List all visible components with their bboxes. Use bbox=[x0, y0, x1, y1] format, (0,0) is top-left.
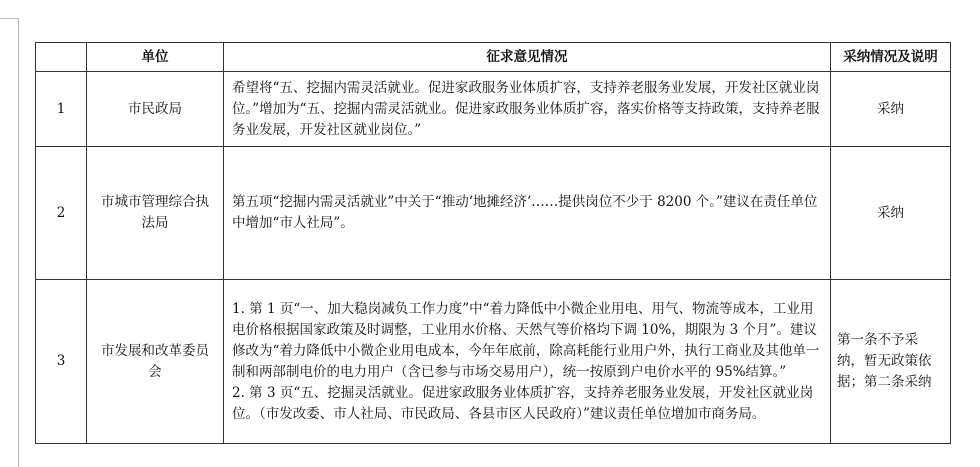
header-index bbox=[36, 43, 87, 72]
table-header-row bbox=[36, 43, 951, 72]
table-row bbox=[36, 280, 951, 444]
row-unit: 市发展和改革委员会 bbox=[87, 280, 224, 444]
page-margin-line bbox=[0, 18, 19, 467]
opinion-paragraph: 1. 第 1 页“一、加大稳岗减负工作力度”中“着力降低中小微企业用电、用气、物流等成本，工业用电价格根据国家政策及时调整，工业用水价格、天然气等价格均下调 10%，期限为 3 个月”。建议修改为“着力降低中小微企业用电成本，今年年底前，除高耗能行业用户外，执行工商业及其他单一制和两部制电价的电力用户（含已参与市场交易用户），统一按原到户电价水平的 95%结算。” bbox=[232, 300, 820, 380]
row-unit: 市城市管理综合执法局 bbox=[87, 147, 224, 280]
row-index: 2 bbox=[36, 147, 87, 280]
table-row bbox=[36, 147, 951, 280]
row-result: 第一条不予采纳，暂无政策依据；第二条采纳 bbox=[831, 280, 951, 444]
row-unit: 市民政局 bbox=[87, 72, 224, 147]
header-unit: 单位 bbox=[87, 43, 224, 72]
header-opinion: 征求意见情况 bbox=[224, 43, 831, 72]
row-index: 1 bbox=[36, 72, 87, 147]
opinion-table bbox=[35, 42, 951, 444]
page-corner-mark bbox=[0, 0, 18, 19]
row-index: 3 bbox=[36, 280, 87, 444]
row-result: 采纳 bbox=[831, 72, 951, 147]
header-result: 采纳情况及说明 bbox=[831, 43, 951, 72]
row-result: 采纳 bbox=[831, 147, 951, 280]
row-opinion bbox=[224, 147, 831, 280]
row-opinion bbox=[224, 72, 831, 147]
row-opinion bbox=[224, 280, 831, 444]
opinion-paragraph: 2. 第 3 页“五、挖掘灵活就业。促进家政服务业体质扩容，支持养老服务业发展，开发社区就业岗位。（市发改委、市人社局、市民政局、各县市区人民政府）”建议责任单位增加市商务局。 bbox=[232, 384, 814, 422]
table-row bbox=[36, 72, 951, 147]
opinion-paragraph: 希望将“五、挖掘内需灵活就业。促进家政服务业体质扩容，支持养老服务业发展，开发社区就业岗位。”增加为“五、挖掘内需灵活就业。促进家政服务业体质扩容，落实价格等支持政策，支持养老服务业发展，开发社区就业岗位。” bbox=[232, 79, 820, 138]
opinion-paragraph: 第五项“挖掘内需灵活就业”中关于“推动‘地摊经济’……提供岗位不少于 8200 个。”建议在责任单位中增加“市人社局”。 bbox=[232, 194, 818, 231]
